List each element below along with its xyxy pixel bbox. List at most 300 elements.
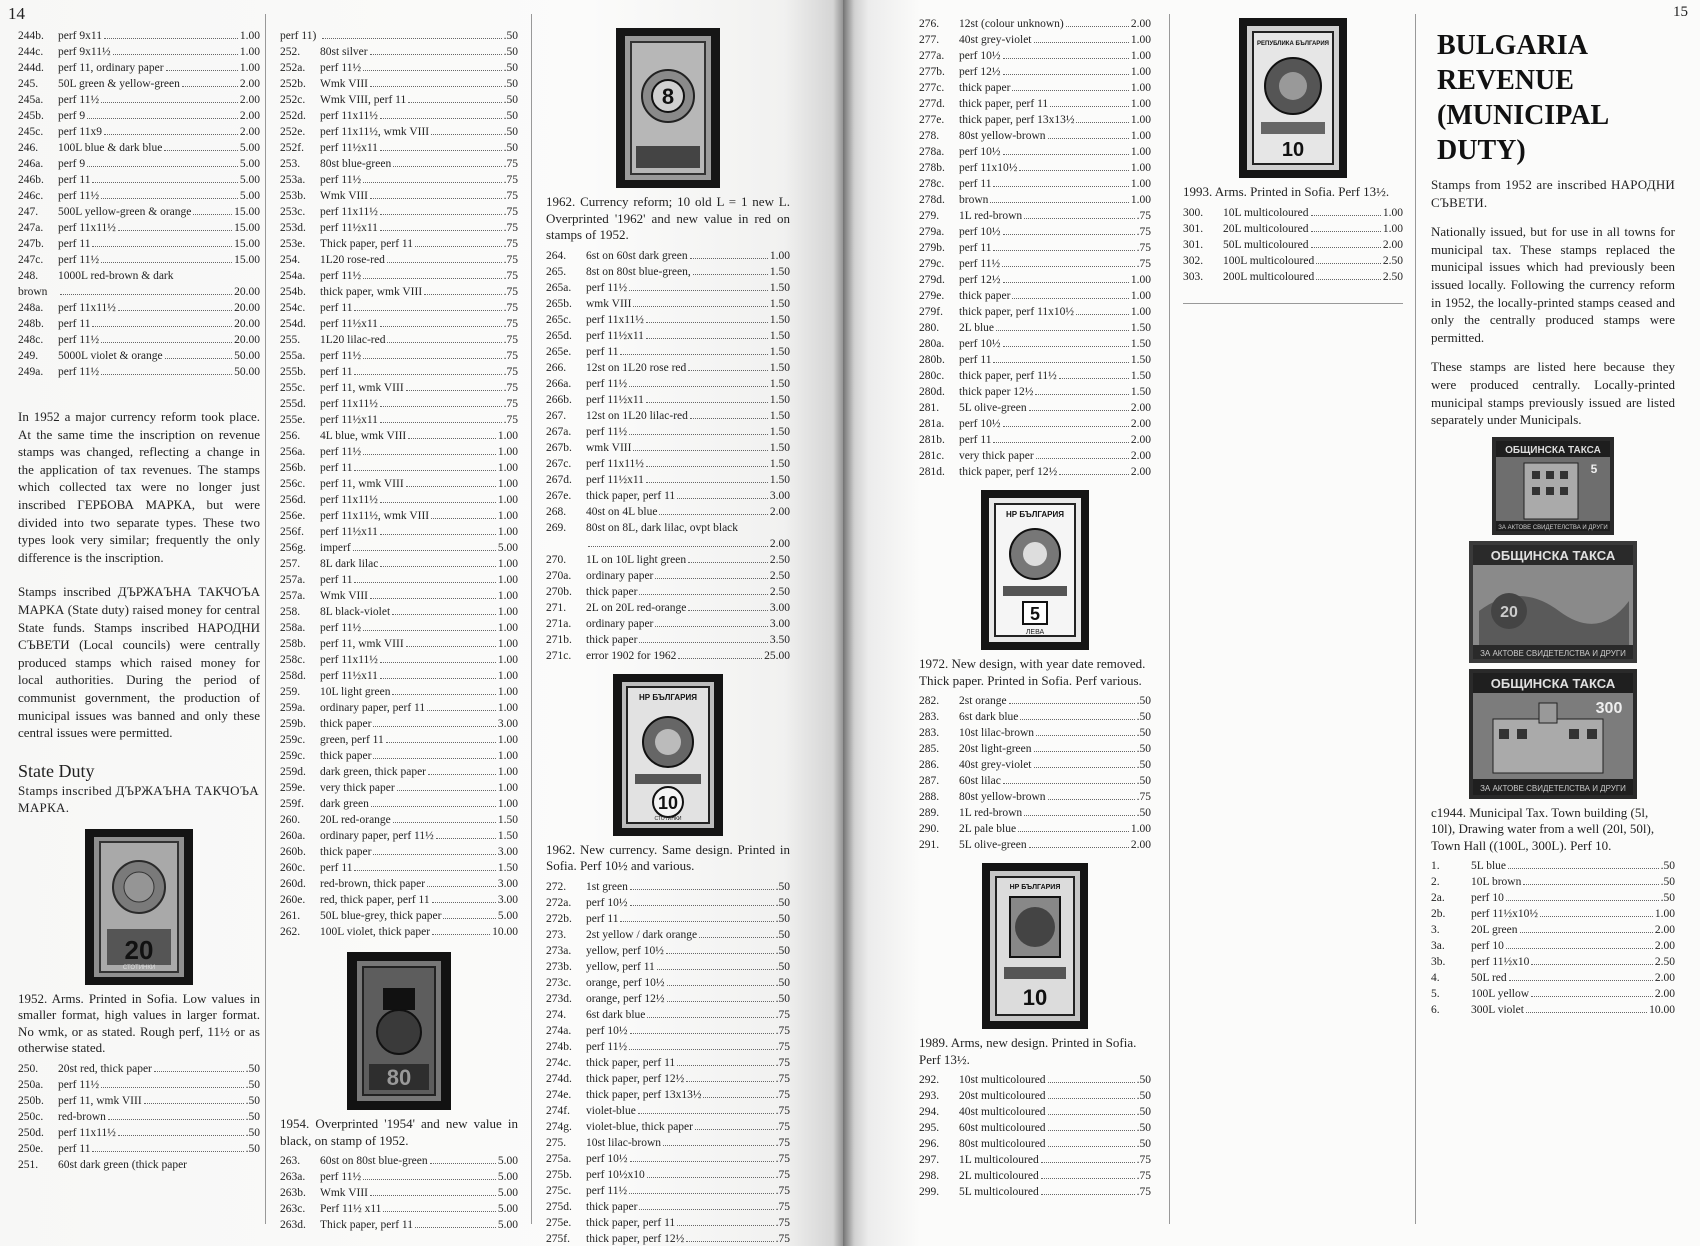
catalogue-entry bbox=[546, 424, 790, 440]
entry-description: 6st dark blue bbox=[586, 1008, 646, 1021]
catalogue-entry bbox=[919, 336, 1151, 352]
dot-leader bbox=[647, 1017, 773, 1018]
stamp-1954-image bbox=[347, 952, 451, 1110]
stamp-footer: ЗА АКТОВЕ СВИДЕТЕЛСТВА И ДРУГИ bbox=[1480, 648, 1626, 658]
dot-leader bbox=[415, 246, 502, 247]
entry-price: 1.50 bbox=[769, 473, 790, 486]
entry-description: 1L20 lilac-red bbox=[320, 334, 386, 346]
dot-leader bbox=[1506, 948, 1653, 949]
dot-leader bbox=[165, 358, 232, 359]
entry-description: thick paper bbox=[959, 82, 1011, 94]
entry-number: 257. bbox=[280, 558, 301, 570]
entry-price: 1.00 bbox=[497, 798, 518, 810]
entry-description: 1L red-brown bbox=[959, 210, 1023, 222]
entry-number: 256. bbox=[280, 430, 301, 442]
catalogue-entry bbox=[280, 684, 518, 700]
stamp-value: 8 bbox=[661, 84, 675, 109]
entry-number: 257a. bbox=[280, 590, 306, 602]
entry-price: 50.00 bbox=[234, 366, 260, 378]
catalogue-entry bbox=[1431, 986, 1675, 1002]
dot-leader bbox=[432, 902, 496, 903]
entry-number: 266. bbox=[546, 361, 567, 374]
entry-number: 267b. bbox=[546, 441, 572, 454]
dot-leader bbox=[392, 694, 495, 695]
catalogue-entry bbox=[919, 112, 1151, 128]
entry-number: 250d. bbox=[18, 1126, 44, 1139]
entry-description: red, thick paper, perf 11 bbox=[320, 894, 430, 906]
entry-number: 280d. bbox=[919, 386, 945, 398]
entry-price: 3.00 bbox=[497, 878, 518, 890]
entry-number: 256e. bbox=[280, 510, 306, 522]
catalogue-entry bbox=[280, 796, 518, 812]
column-rule bbox=[265, 14, 266, 1224]
entry-number: 277a. bbox=[919, 50, 945, 62]
dot-leader bbox=[380, 662, 496, 663]
dot-leader bbox=[646, 322, 768, 323]
entry-description: orange, perf 10½ bbox=[586, 976, 665, 989]
entry-price: 1.50 bbox=[769, 281, 790, 294]
entry-price: 5.00 bbox=[497, 1187, 518, 1199]
dot-leader bbox=[118, 230, 232, 231]
dot-leader bbox=[380, 230, 502, 231]
dot-leader bbox=[436, 838, 496, 839]
entry-description: perf 11 bbox=[58, 1142, 91, 1155]
stamp-1993-image bbox=[1239, 18, 1347, 178]
entry-description: thick paper, perf 11 bbox=[959, 98, 1049, 110]
entry-price: 1.00 bbox=[497, 574, 518, 586]
entry-price: .75 bbox=[775, 1216, 790, 1229]
catalogue-entry bbox=[280, 556, 518, 572]
stamp-1989-image bbox=[982, 863, 1088, 1029]
catalogue-entry-list bbox=[919, 1072, 1151, 1200]
entry-description: 1L20 rose-red bbox=[320, 254, 385, 266]
catalogue-entry bbox=[919, 1136, 1151, 1152]
dot-leader bbox=[154, 1071, 244, 1072]
column-rule bbox=[1415, 14, 1416, 1224]
catalogue-entry bbox=[546, 376, 790, 392]
catalogue-entry bbox=[1183, 221, 1403, 237]
entry-description: Thick paper, perf 11 bbox=[320, 238, 413, 250]
entry-description: perf 11½x11 bbox=[586, 393, 644, 406]
catalogue-entry bbox=[280, 892, 518, 908]
entry-price: .75 bbox=[1136, 258, 1151, 270]
entry-description: thick paper, perf 11x10½ bbox=[959, 306, 1075, 318]
entry-description: 5L multicoloured bbox=[959, 1186, 1039, 1198]
catalogue-entry bbox=[280, 572, 518, 588]
dot-leader bbox=[428, 774, 496, 775]
dot-leader bbox=[354, 374, 501, 375]
caption-1962-new: 1962. New currency. Same design. Printed in Sofia. Perf 10½ and various. bbox=[546, 841, 790, 873]
municipal-stamp-town-building bbox=[1431, 437, 1675, 535]
column-end-rule bbox=[1183, 303, 1403, 304]
entry-number: 275f. bbox=[546, 1232, 570, 1245]
dot-leader bbox=[1048, 1114, 1135, 1115]
entry-price: .50 bbox=[503, 46, 518, 58]
catalogue-entry bbox=[280, 188, 518, 204]
entry-price: .50 bbox=[503, 110, 518, 122]
entry-number: 273. bbox=[546, 928, 567, 941]
entry-description: perf 10 bbox=[1471, 892, 1504, 905]
catalogue-entry bbox=[919, 464, 1151, 480]
catalogue-entry bbox=[919, 288, 1151, 304]
column-4 bbox=[919, 16, 1151, 1246]
catalogue-entry bbox=[546, 600, 790, 616]
book-gutter bbox=[833, 0, 855, 1246]
entry-price: .50 bbox=[1136, 1106, 1151, 1118]
entry-number: 281c. bbox=[919, 450, 945, 462]
dot-leader bbox=[397, 790, 496, 791]
catalogue-entry bbox=[280, 492, 518, 508]
entry-price: 10.00 bbox=[492, 926, 518, 938]
entry-number: 252c. bbox=[280, 94, 306, 106]
entry-description: thick paper, perf 11½ bbox=[959, 370, 1057, 382]
caption-municipal: c1944. Municipal Tax. Town building (5l, 10l), Drawing water from a well (20l, 50l), Town Hall ((100L, 300L). Perf 10. bbox=[1431, 804, 1655, 853]
entry-description: perf 11½ bbox=[58, 94, 100, 106]
entry-number: 252f. bbox=[280, 142, 304, 154]
entry-number: 246a. bbox=[18, 158, 44, 170]
dot-leader bbox=[695, 1129, 774, 1130]
entry-description: 10st lilac-brown bbox=[586, 1136, 662, 1149]
catalogue-entry bbox=[546, 408, 790, 424]
entry-description: 12st on 1L20 rose red bbox=[586, 361, 687, 374]
catalogue-entry bbox=[546, 1215, 790, 1231]
entry-price: 10.00 bbox=[1649, 1004, 1675, 1017]
entry-price: 1.00 bbox=[239, 62, 260, 74]
dot-leader bbox=[60, 294, 232, 295]
dot-leader bbox=[370, 598, 496, 599]
entry-number: 259f. bbox=[280, 798, 304, 810]
entry-description: 40st grey-violet bbox=[959, 34, 1032, 46]
entry-number: 280. bbox=[919, 322, 940, 334]
dot-leader bbox=[996, 330, 1129, 331]
dot-leader bbox=[1523, 884, 1658, 885]
entry-number: 275e. bbox=[546, 1216, 572, 1229]
entry-number: 293. bbox=[919, 1090, 940, 1102]
entry-price: 2.50 bbox=[769, 569, 790, 582]
entry-number: 279f. bbox=[919, 306, 943, 318]
catalogue-entry bbox=[546, 1199, 790, 1215]
catalogue-entry bbox=[18, 188, 260, 204]
entry-number: 1. bbox=[1431, 860, 1440, 873]
entry-number: 255b. bbox=[280, 366, 306, 378]
catalogue-entry bbox=[919, 32, 1151, 48]
entry-number: 256a. bbox=[280, 446, 306, 458]
entry-price: .50 bbox=[775, 992, 790, 1005]
entry-number: 283. bbox=[919, 711, 940, 723]
dot-leader bbox=[104, 134, 238, 135]
dot-leader bbox=[1540, 916, 1653, 917]
entry-number: 274g. bbox=[546, 1120, 572, 1133]
entry-number: 274b. bbox=[546, 1040, 572, 1053]
catalogue-entry bbox=[18, 1109, 260, 1125]
catalogue-entry bbox=[280, 828, 518, 844]
entry-price: .75 bbox=[503, 158, 518, 170]
entry-description: Thick paper, perf 11 bbox=[320, 1219, 413, 1231]
entry-description: red-brown, thick paper bbox=[320, 878, 426, 890]
entry-description: 2L blue bbox=[959, 322, 995, 334]
catalogue-entry bbox=[1431, 906, 1675, 922]
catalogue-entry bbox=[919, 224, 1151, 240]
catalogue-entry bbox=[546, 360, 790, 376]
stamp-footer: ЗА АКТОВЕ СВИДЕТЕЛСТВА И ДРУГИ bbox=[1498, 524, 1608, 531]
entry-description: perf 11x11½ bbox=[320, 398, 378, 410]
inscription-paragraph: Stamps inscribed ДЪРЖАЪНА ТАКЧОЪА МАРКА (State duty) raised money for central State funds. Stamps inscribed НАРОДНИ СЪВЕТИ (Local councils) were centrally produced stamps which raised money for local authorities. During the period of communist government, the production of municipal issues was banned and only these central issues were permitted. bbox=[18, 584, 260, 741]
entry-number: 255a. bbox=[280, 350, 306, 362]
entry-number: 280c. bbox=[919, 370, 945, 382]
entry-price: .50 bbox=[775, 896, 790, 909]
entry-number: 267e. bbox=[546, 489, 572, 502]
catalogue-entry bbox=[280, 60, 518, 76]
entry-price: .50 bbox=[1660, 876, 1675, 889]
entry-description: error 1902 for 1962 bbox=[586, 649, 677, 662]
entry-price: 1.50 bbox=[769, 393, 790, 406]
entry-number: 267d. bbox=[546, 473, 572, 486]
entry-price: .50 bbox=[503, 94, 518, 106]
entry-price: 20.00 bbox=[234, 286, 260, 298]
dot-leader bbox=[993, 362, 1128, 363]
entry-number: 259e. bbox=[280, 782, 306, 794]
dot-leader bbox=[1076, 314, 1129, 315]
caption-1952: 1952. Arms. Printed in Sofia. Low values in smaller format, high values in larger format. No wmk, or as stated. Rough perf, 11½ or as otherwise stated. bbox=[18, 990, 260, 1056]
entry-price: .50 bbox=[1136, 743, 1151, 755]
dot-leader bbox=[432, 934, 490, 935]
entry-number: 248. bbox=[18, 270, 39, 282]
entry-price: .50 bbox=[1136, 1122, 1151, 1134]
entry-number: 252a. bbox=[280, 62, 306, 74]
dot-leader bbox=[646, 482, 768, 483]
dot-leader bbox=[431, 134, 502, 135]
entry-price: .50 bbox=[1136, 1090, 1151, 1102]
entry-description: perf 10½ bbox=[586, 1152, 628, 1165]
catalogue-entry bbox=[18, 124, 260, 140]
catalogue-entry bbox=[280, 380, 518, 396]
catalogue-entry bbox=[280, 348, 518, 364]
entry-number: 260d. bbox=[280, 878, 306, 890]
entry-description: 20L green bbox=[1471, 924, 1518, 937]
catalogue-entry bbox=[919, 1120, 1151, 1136]
stamp-value: 5 bbox=[1029, 604, 1041, 624]
entry-description: perf 11x11½ bbox=[586, 457, 644, 470]
dot-leader bbox=[380, 534, 496, 535]
catalogue-entry bbox=[280, 236, 518, 252]
entry-description: 1L multicoloured bbox=[959, 1154, 1039, 1166]
catalogue-entry bbox=[546, 991, 790, 1007]
catalogue-entry bbox=[546, 584, 790, 600]
dot-leader bbox=[1003, 426, 1129, 427]
dot-leader bbox=[87, 166, 238, 167]
entry-price: .75 bbox=[775, 1120, 790, 1133]
stamp-value: 20 bbox=[1500, 603, 1518, 621]
entry-price: 20.00 bbox=[234, 334, 260, 346]
catalogue-entry bbox=[18, 140, 260, 156]
entry-number: 249. bbox=[18, 350, 39, 362]
entry-description: 5L olive-green bbox=[959, 402, 1027, 414]
entry-description: very thick paper bbox=[959, 450, 1034, 462]
entry-description: 50L blue-grey, thick paper bbox=[320, 910, 442, 922]
catalogue-entry bbox=[280, 732, 518, 748]
catalogue-entry bbox=[280, 620, 518, 636]
entry-price: 1.50 bbox=[769, 361, 790, 374]
dot-leader bbox=[164, 150, 238, 151]
entry-number: 265d. bbox=[546, 329, 572, 342]
entry-number: 259. bbox=[280, 686, 301, 698]
entry-price: .75 bbox=[503, 382, 518, 394]
entry-number: 278. bbox=[919, 130, 940, 142]
entry-price: 2.00 bbox=[239, 94, 260, 106]
entry-number: 273b. bbox=[546, 960, 572, 973]
dot-leader bbox=[371, 806, 496, 807]
catalogue-entry bbox=[546, 895, 790, 911]
entry-description: perf 11 bbox=[58, 174, 91, 186]
dot-leader bbox=[408, 438, 496, 439]
catalogue-entry-list bbox=[1431, 858, 1675, 1018]
dot-leader bbox=[380, 406, 502, 407]
entry-number: 277d. bbox=[919, 98, 945, 110]
entry-description: thick paper bbox=[586, 585, 638, 598]
catalogue-entry bbox=[1183, 269, 1403, 285]
entry-description: 5L olive-green bbox=[959, 839, 1027, 851]
entry-price: 1.00 bbox=[497, 526, 518, 538]
dot-leader bbox=[659, 514, 767, 515]
catalogue-entry bbox=[18, 300, 260, 316]
entry-number: 253a. bbox=[280, 174, 306, 186]
entry-description: 100L multicoloured bbox=[1223, 254, 1315, 267]
entry-description: perf 11x11½ bbox=[320, 206, 378, 218]
entry-description: 10st multicoloured bbox=[959, 1074, 1046, 1086]
entry-number: 259c. bbox=[280, 750, 306, 762]
dot-leader bbox=[688, 610, 768, 611]
entry-description: thick paper bbox=[320, 718, 372, 730]
dot-leader bbox=[630, 889, 774, 890]
entry-price: 1.00 bbox=[1130, 162, 1151, 174]
dot-leader bbox=[630, 905, 774, 906]
entry-description: 60st on 80st blue-green bbox=[320, 1155, 428, 1167]
entry-price: .50 bbox=[1136, 807, 1151, 819]
catalogue-entry bbox=[546, 879, 790, 895]
entry-number: 256g. bbox=[280, 542, 306, 554]
entry-price: .50 bbox=[1660, 860, 1675, 873]
entry-price: 2.00 bbox=[1130, 839, 1151, 851]
entry-description: 5000L violet & orange bbox=[58, 350, 163, 362]
entry-description: perf 11 bbox=[320, 302, 353, 314]
entry-price: 1.00 bbox=[1130, 82, 1151, 94]
catalogue-entry bbox=[18, 220, 260, 236]
entry-price: .75 bbox=[775, 1232, 790, 1245]
dot-leader bbox=[1509, 980, 1653, 981]
entry-price: .75 bbox=[503, 238, 518, 250]
dot-leader bbox=[1506, 900, 1659, 901]
entry-price: 2.50 bbox=[1654, 956, 1675, 969]
dot-leader bbox=[354, 582, 495, 583]
entry-number: 278d. bbox=[919, 194, 945, 206]
column-3 bbox=[546, 28, 790, 1246]
entry-description: perf 11 bbox=[586, 912, 619, 925]
entry-price: 1.00 bbox=[497, 654, 518, 666]
dot-leader bbox=[380, 118, 502, 119]
catalogue-entry bbox=[919, 821, 1151, 837]
entry-number: 3a. bbox=[1431, 940, 1445, 953]
entry-price: .75 bbox=[775, 1088, 790, 1101]
dot-leader bbox=[993, 186, 1128, 187]
entry-description: 80st yellow-brown bbox=[959, 130, 1046, 142]
entry-number: 258d. bbox=[280, 670, 306, 682]
entry-price: .50 bbox=[245, 1094, 260, 1107]
catalogue-entry bbox=[546, 472, 790, 488]
entry-price: .75 bbox=[775, 1168, 790, 1181]
entry-price: .75 bbox=[503, 206, 518, 218]
catalogue-entry bbox=[919, 352, 1151, 368]
entry-number: 258c. bbox=[280, 654, 306, 666]
entry-number: 252b. bbox=[280, 78, 306, 90]
entry-description: perf 11x10½ bbox=[959, 162, 1018, 174]
catalogue-entry bbox=[546, 927, 790, 943]
catalogue-entry bbox=[280, 428, 518, 444]
entry-number: 281a. bbox=[919, 418, 945, 430]
listing-paragraph: These stamps are listed here because they were produced centrally. Locally-printed municipal stamps previously issued are listed separately under Municipals. bbox=[1431, 359, 1675, 428]
currency-reform-paragraph: In 1952 a major currency reform took place. At the same time the inscription on revenue stamps was changed, reflecting a change in the application of tax revenues. The stamps which collected tax were no longer just inscribed ГЕРБОВА МАРКА, but were divided into two separate types. These two types look very similar; frequently the only difference is the inscription. bbox=[18, 409, 260, 565]
entry-price: 1.00 bbox=[1130, 194, 1151, 206]
dot-leader bbox=[166, 70, 238, 71]
stamp-denomination-label: СТОТИНКИ bbox=[654, 815, 682, 822]
stamp-country: НР БЪЛГАРИЯ bbox=[1006, 510, 1064, 519]
dot-leader bbox=[1048, 1146, 1135, 1147]
entry-description: perf 11½ bbox=[58, 190, 100, 202]
entry-price: 5.00 bbox=[497, 910, 518, 922]
dot-leader bbox=[87, 118, 238, 119]
catalogue-entry bbox=[919, 192, 1151, 208]
dot-leader bbox=[108, 1119, 244, 1120]
dot-leader bbox=[1311, 247, 1381, 248]
dot-leader bbox=[373, 726, 495, 727]
entry-price: 2.00 bbox=[1654, 988, 1675, 1001]
dot-leader bbox=[393, 166, 501, 167]
entry-number: 257a. bbox=[280, 574, 306, 586]
dot-leader bbox=[354, 470, 495, 471]
entry-number: 245c. bbox=[18, 126, 44, 138]
entry-price: 3.00 bbox=[497, 846, 518, 858]
entry-number: 276. bbox=[919, 18, 940, 30]
entry-number: 260a. bbox=[280, 830, 306, 842]
entry-price: 1.50 bbox=[769, 377, 790, 390]
entry-number: 287. bbox=[919, 775, 940, 787]
caption-1954: 1954. Overprinted '1954' and new value in black, on stamp of 1952. bbox=[280, 1116, 518, 1148]
entry-description: 6st on 60st dark green bbox=[586, 249, 688, 262]
entry-description: perf 11½x11 bbox=[320, 414, 378, 426]
entry-price: 1.00 bbox=[1130, 274, 1151, 286]
entry-number: 245b. bbox=[18, 110, 44, 122]
dot-leader bbox=[667, 1001, 774, 1002]
entry-price: .75 bbox=[1136, 210, 1151, 222]
catalogue-entry bbox=[18, 1141, 260, 1157]
entry-description: thick paper, perf 13x13½ bbox=[959, 114, 1075, 126]
stamp-1989 bbox=[919, 863, 1151, 1029]
entry-price: .50 bbox=[775, 928, 790, 941]
catalogue-entry bbox=[919, 384, 1151, 400]
entry-number: 247b. bbox=[18, 238, 44, 250]
entry-price: 5.00 bbox=[239, 174, 260, 186]
catalogue-entry bbox=[280, 28, 518, 44]
catalogue-entry bbox=[280, 140, 518, 156]
entry-price: 1.00 bbox=[497, 686, 518, 698]
catalogue-entry bbox=[280, 284, 518, 300]
entry-price: .75 bbox=[503, 414, 518, 426]
catalogue-entry-list bbox=[546, 248, 790, 664]
entry-price: 1.00 bbox=[1130, 290, 1151, 302]
entry-number: 258a. bbox=[280, 622, 306, 634]
entry-number: 250a. bbox=[18, 1078, 44, 1091]
entry-number: 279. bbox=[919, 210, 940, 222]
catalogue-entry bbox=[280, 588, 518, 604]
